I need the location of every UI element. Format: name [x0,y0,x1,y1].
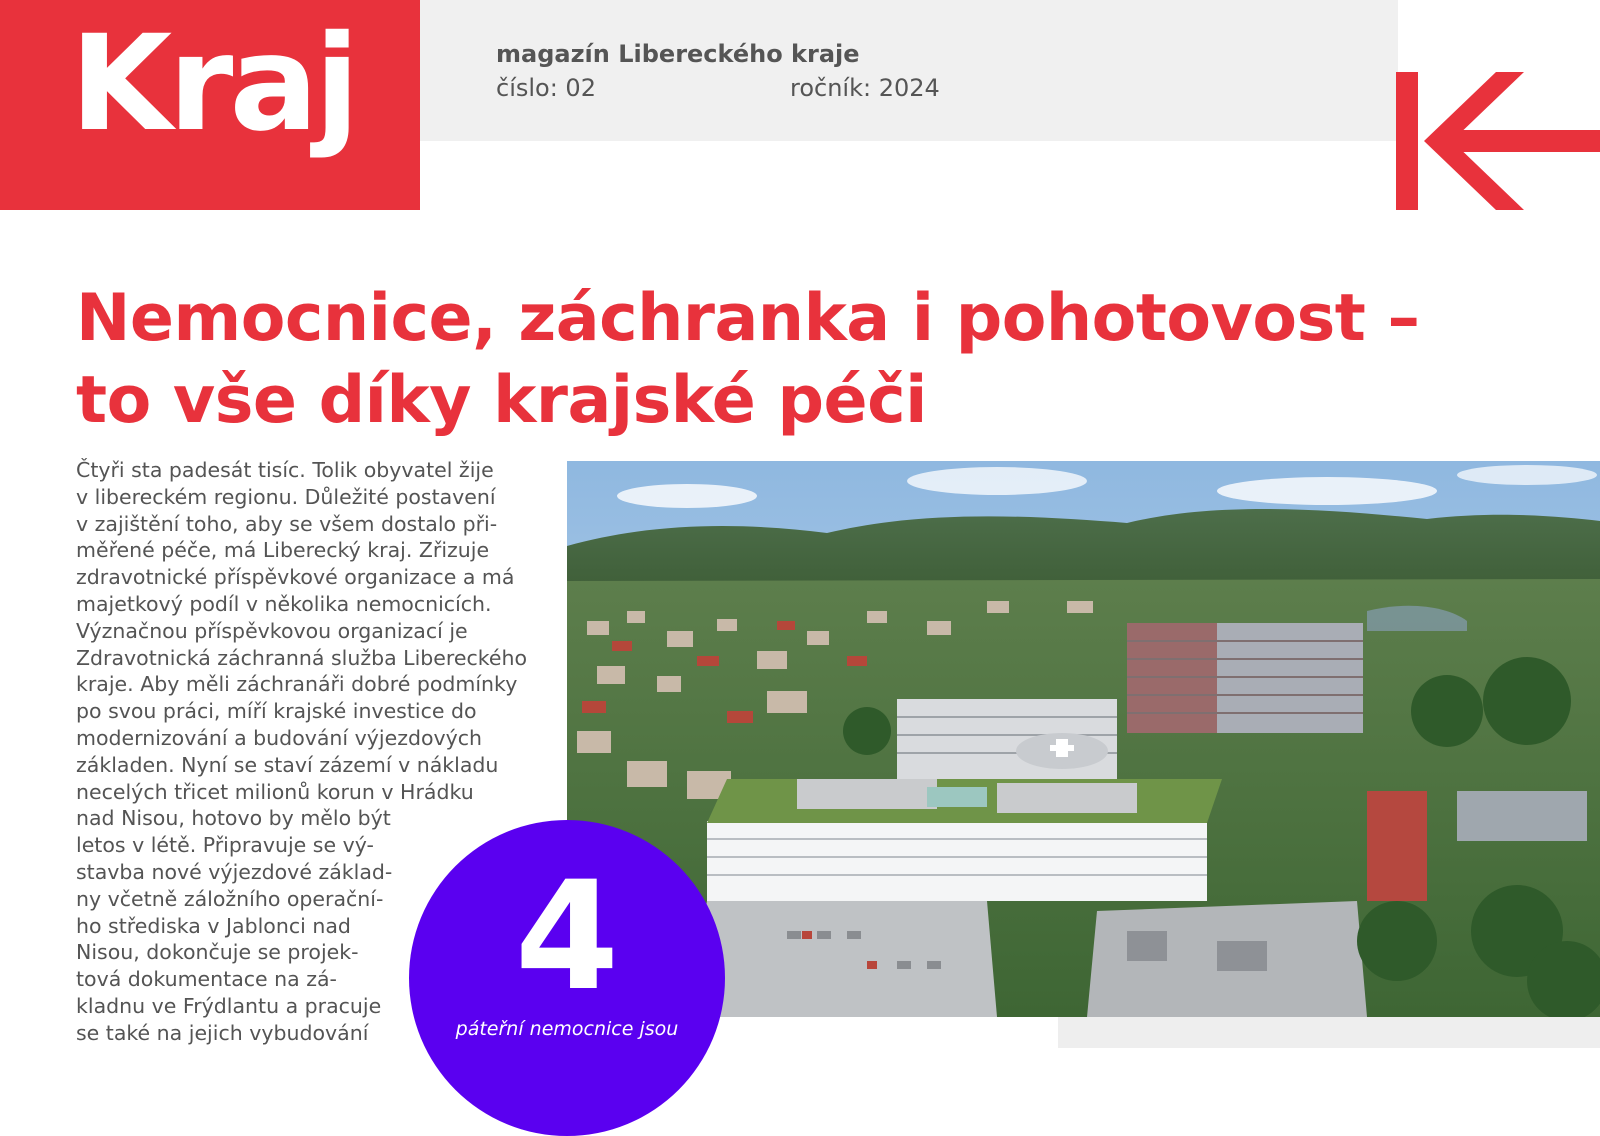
body-line: zdravotnické příspěvkové organizace a má [76,565,515,590]
body-line: Nisou, dokončuje se projek- [76,940,359,965]
magazine-title: magazín Libereckého kraje [496,40,860,68]
body-line: kladnu ve Frýdlantu a pracuje [76,993,382,1018]
issue-number: číslo: 02 [496,74,596,102]
brand-block [0,0,420,210]
body-line: ny včetně záložního operační- [76,886,384,911]
magazine-info-band [420,0,1398,141]
body-line: majetkový podíl v několika nemocnicích. [76,591,492,616]
brand-wordmark: Kraj [70,7,356,161]
body-line: v libereckém regionu. Důležité postavení [76,484,496,509]
k-logo-icon [1396,72,1600,210]
body-line: v zajištění toho, aby se všem dostalo při- [76,511,498,536]
body-line: stavba nové výjezdové základ- [76,859,393,884]
body-line: letos v létě. Připravuje se vý- [76,833,374,858]
stat-caption: páteřní nemocnice jsou [455,1018,679,1040]
body-line: ho střediska v Jablonci nad [76,913,351,938]
body-line: nad Nisou, hotovo by mělo být [76,806,391,831]
body-line: se také na jejich vybudování [76,1020,369,1045]
body-line: po svou práci, míří krajské investice do [76,699,477,724]
body-line: Význačnou příspěvkovou organizací je [76,618,468,643]
volume-year: ročník: 2024 [790,74,940,102]
body-line: základen. Nyní se staví zázemí v nákladu [76,752,499,777]
footer-band [1058,1017,1600,1048]
body-line: tová dokumentace na zá- [76,967,337,992]
headline-line-1: Nemocnice, záchranka i pohotovost – [76,281,1420,356]
body-line: Čtyři sta padesát tisíc. Tolik obyvatel žije [76,458,494,482]
stat-circle [409,820,725,1136]
body-line: kraje. Aby měli záchranáři dobré podmínky [76,672,518,697]
body-line: Zdravotnická záchranná služba Libereckého [76,645,528,670]
body-line: modernizování a budování výjezdových [76,725,483,750]
body-line: necelých třicet milionů korun v Hrádku [76,779,474,804]
article-headline [76,278,1576,442]
stat-number: 4 [514,850,620,1024]
headline-line-2: to vše díky krajské péči [76,363,927,438]
body-line: měřené péče, má Liberecký kraj. Zřizuje [76,538,490,563]
